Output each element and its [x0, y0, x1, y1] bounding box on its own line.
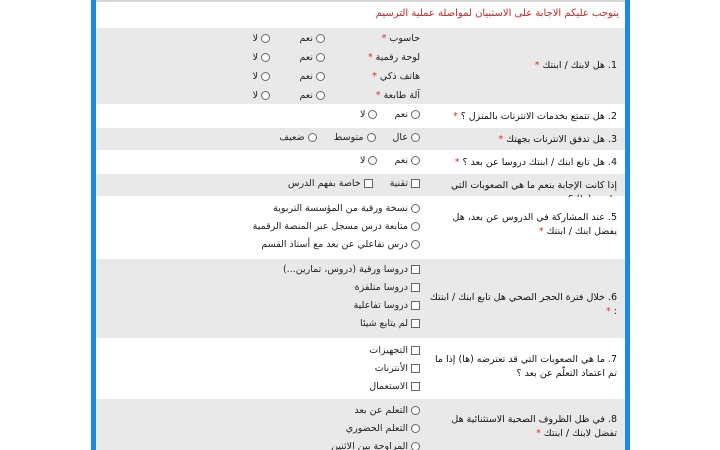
radio-icon[interactable]	[308, 133, 317, 142]
device-row-printer: آلة طابعة * نعم لا	[252, 90, 420, 101]
radio-icon[interactable]	[316, 53, 325, 62]
question-8-label: 8. في ظل الظروف الصحية الاستثنائية هل تفضل لابنك / ابنتك *	[451, 414, 617, 439]
radio-icon[interactable]	[411, 442, 420, 450]
device-printer-no[interactable]: لا	[253, 90, 270, 101]
intro-note: يتوجب عليكم الاجابة على الاستبيان لمواصلة عملية الترسيم	[375, 8, 619, 19]
q2-option-no[interactable]: لا	[360, 109, 377, 120]
radio-icon[interactable]	[411, 222, 420, 231]
checkbox-icon[interactable]	[411, 179, 420, 188]
q4b-option-technical[interactable]: تقنية	[390, 178, 420, 189]
radio-icon[interactable]	[261, 91, 270, 100]
device-row-computer: حاسوب * نعم لا	[252, 33, 420, 44]
q8-option-presential[interactable]: التعلم الحضوري	[102, 420, 420, 438]
radio-icon[interactable]	[411, 240, 420, 249]
question-7-row	[96, 339, 625, 399]
q4-option-yes[interactable]: نعم	[394, 155, 420, 166]
survey-form	[91, 0, 630, 450]
device-tablet-no[interactable]: لا	[253, 52, 270, 63]
device-row-smartphone: هاتف ذكي * نعم لا	[252, 71, 420, 82]
radio-icon[interactable]	[411, 406, 420, 415]
question-2-row	[96, 105, 625, 128]
question-6-row	[96, 259, 625, 339]
device-printer-yes[interactable]: نعم	[299, 90, 325, 101]
question-4-row	[96, 151, 625, 174]
q6-option-paper[interactable]: دروسا ورقية (دروس، تمارين...)	[102, 261, 420, 279]
checkbox-icon[interactable]	[364, 179, 373, 188]
q2-option-yes[interactable]: نعم	[394, 109, 420, 120]
q6-option-nothing[interactable]: لم يتابع شيئا	[102, 315, 420, 333]
checkbox-icon[interactable]	[411, 364, 420, 373]
question-5-label: 5. عند المشاركة في الدروس عن بعد، هل يفضل ابنك / ابنتك *	[452, 212, 617, 237]
radio-icon[interactable]	[261, 34, 270, 43]
top-divider	[96, 0, 625, 2]
q7-option-equipment[interactable]: التجهيزات	[102, 342, 420, 360]
question-1-label: 1. هل لابنك / ابنتك *	[534, 60, 617, 71]
q4b-option-understanding[interactable]: خاصة بفهم الدرس	[288, 178, 373, 189]
question-4b-label: إذا كانت الإجابة بنعم ما هي الصعوبات التي	[451, 180, 617, 191]
radio-icon[interactable]	[316, 91, 325, 100]
q5-option-interactive[interactable]: درس تفاعلي عن بعد مع أستاذ القسم	[102, 236, 420, 254]
device-grid	[102, 31, 420, 107]
question-2-label: 2. هل تتمتع بخدمات الانترنات بالمنزل ؟ *	[452, 111, 617, 122]
question-3-options	[102, 132, 420, 143]
q3-option-weak[interactable]: ضعيف	[279, 132, 316, 143]
device-smartphone-yes[interactable]: نعم	[299, 71, 325, 82]
question-6-label: 6. خلال فترة الحجر الصحي هل تابع ابنك / ابنتك : *	[429, 292, 617, 317]
radio-icon[interactable]	[261, 72, 270, 81]
radio-icon[interactable]	[411, 204, 420, 213]
question-4b-options	[102, 178, 420, 189]
q3-option-medium[interactable]: متوسط	[334, 132, 376, 143]
checkbox-icon[interactable]	[411, 265, 420, 274]
checkbox-icon[interactable]	[411, 382, 420, 391]
question-4-label: 4. هل تابع ابنك / ابنتك دروسا عن بعد ؟ *	[454, 157, 617, 168]
radio-icon[interactable]	[411, 110, 420, 119]
radio-icon[interactable]	[411, 424, 420, 433]
question-7-options	[102, 342, 420, 396]
question-3-label: 3. هل تدفق الانترنات بجهتك *	[498, 134, 617, 145]
radio-icon[interactable]	[316, 34, 325, 43]
radio-icon[interactable]	[367, 133, 376, 142]
radio-icon[interactable]	[261, 53, 270, 62]
radio-icon[interactable]	[368, 156, 377, 165]
question-4-options	[102, 155, 420, 166]
radio-icon[interactable]	[411, 133, 420, 142]
device-smartphone-no[interactable]: لا	[253, 71, 270, 82]
question-1-row	[96, 28, 625, 105]
question-5-row	[96, 197, 625, 259]
question-2-options	[102, 109, 420, 120]
device-row-tablet: لوحة رقمية * نعم لا	[252, 52, 420, 63]
question-3-row	[96, 128, 625, 151]
q5-option-recorded[interactable]: متابعة درس مسجل عبر المنصة الرقمية	[102, 218, 420, 236]
question-5-options	[102, 200, 420, 254]
q5-option-paper[interactable]: نسخة ورقية من المؤسسة التربوية	[102, 200, 420, 218]
checkbox-icon[interactable]	[411, 301, 420, 310]
radio-icon[interactable]	[368, 110, 377, 119]
q6-option-interactive[interactable]: دروسا تفاعلية	[102, 297, 420, 315]
q6-option-tv[interactable]: دروسا متلفزة	[102, 279, 420, 297]
device-tablet-yes[interactable]: نعم	[299, 52, 325, 63]
q8-option-remote[interactable]: التعلم عن بعد	[102, 402, 420, 420]
checkbox-icon[interactable]	[411, 283, 420, 292]
q7-option-internet[interactable]: الأنترنات	[102, 360, 420, 378]
question-6-options	[102, 261, 420, 333]
device-computer-no[interactable]: لا	[253, 33, 270, 44]
question-4b-row	[96, 174, 625, 197]
radio-icon[interactable]	[316, 72, 325, 81]
question-8-options	[102, 402, 420, 450]
q7-option-usage[interactable]: الاستعمال	[102, 378, 420, 396]
q3-option-high[interactable]: عال	[393, 132, 420, 143]
checkbox-icon[interactable]	[411, 319, 420, 328]
q8-option-mixed[interactable]: المراوحة بين الاثنين	[102, 438, 420, 450]
radio-icon[interactable]	[411, 156, 420, 165]
checkbox-icon[interactable]	[411, 346, 420, 355]
device-computer-yes[interactable]: نعم	[299, 33, 325, 44]
q4-option-no[interactable]: لا	[360, 155, 377, 166]
question-8-row	[96, 399, 625, 450]
question-7-label: 7. ما هي الصعوبات التي قد تعترضه (ها) إذا ما تم اعتماد التعلّم عن بعد ؟	[434, 354, 617, 379]
